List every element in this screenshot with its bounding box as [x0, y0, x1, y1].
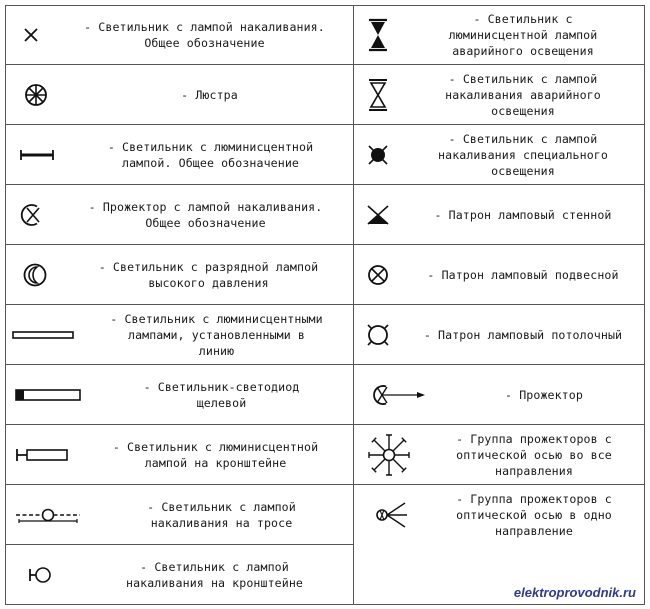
- legend-row: [6, 365, 353, 424]
- legend-description: - Светильник с лампой накаливания. Общее обозначение: [84, 20, 325, 50]
- legend-description: - Светильник-светодиод щелевой: [143, 379, 300, 410]
- legend-row: [6, 245, 353, 304]
- legend-row: [354, 425, 644, 484]
- bracket-lamp-icon: [6, 565, 76, 585]
- led-slot-icon: [6, 388, 90, 402]
- special-lighting-icon: [354, 143, 402, 167]
- legend-description: - Светильник с лампой накаливания на тросе: [147, 499, 296, 530]
- legend-description: - Группа прожекторов с оптической осью во все направления: [456, 431, 612, 478]
- fluorescent-icon: [6, 148, 68, 162]
- legend-description: - Патрон ламповый стенной: [434, 207, 612, 222]
- legend-row: [354, 365, 644, 424]
- legend-row: [6, 6, 353, 64]
- legend-description: - Светильник с лампой накаливания специального освещения: [438, 131, 608, 178]
- wall-socket-icon: [354, 204, 402, 226]
- legend-row: [354, 185, 644, 244]
- projector-group-one-icon: [354, 500, 424, 530]
- spotlight-general-icon: [6, 203, 58, 227]
- legend-description: - Прожектор с лампой накаливания. Общее обозначение: [88, 199, 323, 230]
- discharge-lamp-icon: [6, 262, 64, 288]
- legend-description: - Светильник с люминисцентной лампой на кронштейне: [112, 439, 319, 470]
- legend-row: [354, 65, 644, 124]
- chandelier-icon: [6, 82, 66, 108]
- legend-row: [354, 305, 644, 364]
- legend-description: - Группа прожекторов с оптической осью в одно направление: [456, 491, 612, 538]
- legend-row: [6, 545, 353, 604]
- legend-row: [6, 485, 353, 544]
- legend-description: - Прожектор: [505, 387, 583, 402]
- emergency-fluorescent-icon: [354, 18, 402, 52]
- emergency-incandescent-icon: [354, 78, 402, 112]
- legend-row: [354, 245, 644, 304]
- legend-row: [6, 305, 353, 364]
- ceiling-socket-icon: [354, 322, 402, 348]
- legend-row: [6, 125, 353, 184]
- pendant-socket-icon: [354, 263, 402, 287]
- legend-description: - Светильник с люминисцентной лампой аварийного освещения: [448, 12, 598, 58]
- watermark: elektroprovodnik.ru: [513, 585, 636, 600]
- fluorescent-line-icon: [6, 330, 80, 340]
- legend-description: - Светильник с разрядной лампой высокого давления: [98, 259, 319, 290]
- legend-description: - Патрон ламповый подвесной: [427, 267, 619, 282]
- cable-lamp-icon: [6, 506, 90, 524]
- projector-icon: [354, 383, 444, 407]
- legend-description: - Светильник с люминисцентными лампами, установленными в линию: [110, 311, 323, 358]
- legend-description: - Светильник с лампой накаливания аварийного освещения: [445, 71, 601, 118]
- legend-row: [354, 6, 644, 64]
- projector-group-all-icon: [354, 432, 424, 478]
- fluorescent-bracket-icon: [6, 447, 78, 463]
- legend-row: [6, 65, 353, 124]
- legend-description: - Светильник с люминисцентной лампой. Общее обозначение: [107, 139, 314, 170]
- legend-row: [354, 125, 644, 184]
- x-cross-icon: [6, 25, 56, 45]
- legend-row: [354, 485, 644, 544]
- legend-description: - Патрон ламповый потолочный: [423, 327, 623, 342]
- legend-description: - Люстра: [181, 87, 238, 102]
- legend-row: [6, 425, 353, 484]
- legend-description: - Светильник с лампой накаливания на кронштейне: [125, 559, 303, 590]
- legend-row: [6, 185, 353, 244]
